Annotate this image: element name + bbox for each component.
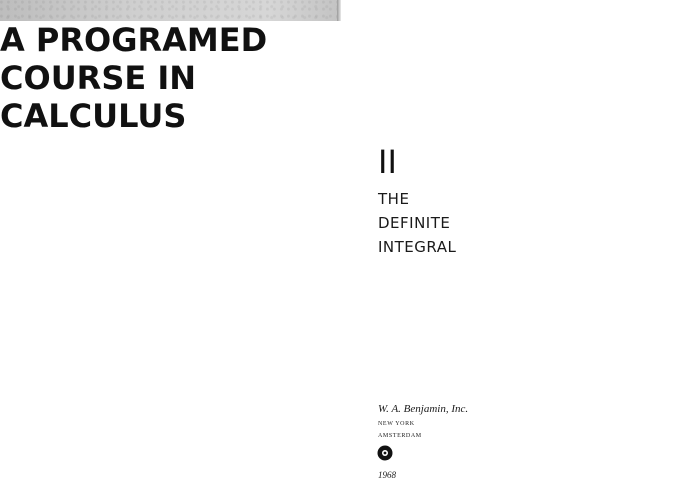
publisher-city: NEW YORK: [378, 421, 415, 427]
subtitle-line: DEFINITE: [378, 214, 451, 232]
publisher-logo-icon: [377, 445, 393, 461]
subtitle-line: THE: [378, 190, 410, 208]
title-line: COURSE IN: [0, 59, 197, 98]
title-line: CALCULUS: [0, 97, 187, 136]
publication-year: 1968: [378, 470, 396, 480]
book-subtitle: [378, 187, 456, 259]
title-line: A PROGRAMED: [0, 21, 268, 60]
volume-number: II: [378, 143, 397, 181]
subtitle-line: INTEGRAL: [378, 238, 457, 256]
publisher-name: W. A. Benjamin, Inc.: [378, 403, 469, 415]
publisher-city: AMSTERDAM: [378, 433, 422, 439]
